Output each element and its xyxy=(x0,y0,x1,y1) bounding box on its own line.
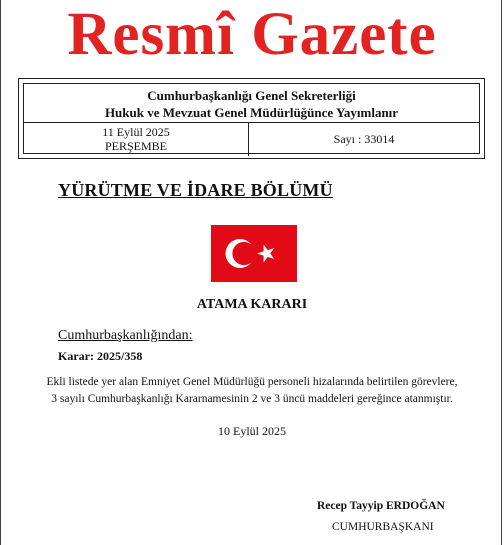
decree-body xyxy=(22,374,482,408)
header-inner-frame xyxy=(23,83,480,154)
decree-date: 10 Eylül 2025 xyxy=(218,424,286,438)
publisher-block xyxy=(24,84,479,123)
issue-date: 11 Eylül 2025 xyxy=(102,125,170,139)
header-box xyxy=(18,78,485,159)
turkish-flag-icon xyxy=(211,225,297,282)
flag-crescent-inner xyxy=(232,242,255,265)
publisher-line-2: Hukuk ve Mevzuat Genel Müdürlüğünce Yayımlanır xyxy=(104,105,399,120)
issue-date-cell xyxy=(24,123,249,156)
decree-body-line-1: Ekli listede yer alan Emniyet Genel Müdürlüğü personeli hizalarında belirtilen görevlere, xyxy=(46,376,458,388)
masthead-title: Resmî Gazete xyxy=(67,1,437,68)
issue-weekday: PERŞEMBE xyxy=(104,139,167,153)
section-title: YÜRÜTME VE İDARE BÖLÜMÜ xyxy=(58,180,333,200)
decree-number: Karar: 2025/358 xyxy=(58,349,143,363)
signer-title: CUMHURBAŞKANI xyxy=(332,521,434,533)
issue-info-row xyxy=(24,123,479,156)
decision-title: ATAMA KARARI xyxy=(196,297,308,312)
issuer-label: Cumhurbaşkanlığından: xyxy=(58,328,193,343)
decree-body-line-2: 3 sayılı Cumhurbaşkanlığı Kararnamesinin 2 ve 3 üncü maddeleri gereğince atanmıştır. xyxy=(51,393,453,405)
issue-number: Sayı : 33014 xyxy=(333,132,395,146)
publisher-line-1: Cumhurbaşkanlığı Genel Sekreterliği xyxy=(147,88,356,103)
signer-name: Recep Tayyip ERDOĞAN xyxy=(317,500,445,512)
